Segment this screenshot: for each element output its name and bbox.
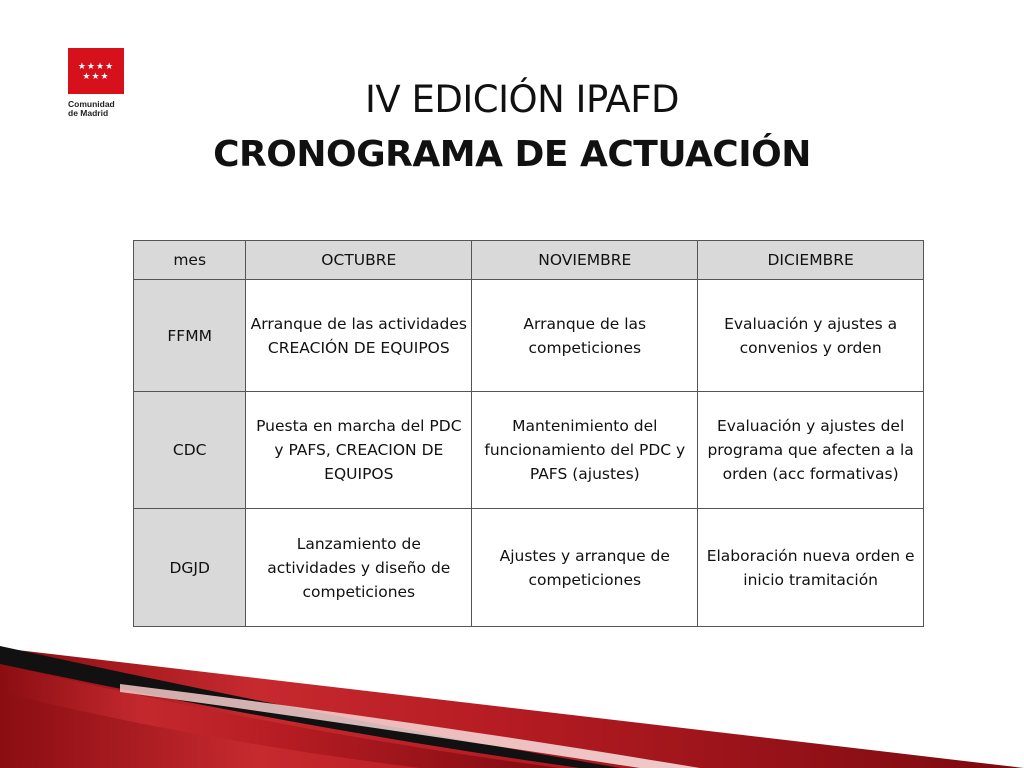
table-cell: Arranque de las actividades CREACIÓN DE EQUIPOS: [246, 280, 472, 392]
row-label-cdc: CDC: [134, 392, 246, 509]
row-label-ffmm: FFMM: [134, 280, 246, 392]
header-mes: mes: [134, 241, 246, 280]
decorative-wave: [0, 630, 1024, 768]
logo-stars: ★★★★ ★★★: [77, 61, 115, 81]
row-label-dgjd: DGJD: [134, 509, 246, 627]
schedule-table: [133, 240, 924, 627]
table-cell: Ajustes y arranque de competiciones: [472, 509, 698, 627]
logo-line1: Comunidad: [68, 99, 115, 109]
table-cell: Evaluación y ajustes a convenios y orden: [698, 280, 924, 392]
slide-title: IV EDICIÓN IPAFD: [364, 78, 679, 121]
table-row: [134, 280, 924, 392]
logo-line2: de Madrid: [68, 108, 109, 118]
slide-subtitle: CRONOGRAMA DE ACTUACIÓN: [213, 134, 811, 175]
table-cell: Arranque de las competiciones: [472, 280, 698, 392]
table-row: [134, 392, 924, 509]
table-row: [134, 509, 924, 627]
table-header-row: [134, 241, 924, 280]
table-cell: Puesta en marcha del PDC y PAFS, CREACION DE EQUIPOS: [246, 392, 472, 509]
header-noviembre: NOVIEMBRE: [472, 241, 698, 280]
table-cell: Evaluación y ajustes del programa que afecten a la orden (acc formativas): [698, 392, 924, 509]
header-octubre: OCTUBRE: [246, 241, 472, 280]
table-cell: Mantenimiento del funcionamiento del PDC y PAFS (ajustes): [472, 392, 698, 509]
table-cell: Elaboración nueva orden e inicio tramitación: [698, 509, 924, 627]
header-diciembre: DICIEMBRE: [698, 241, 924, 280]
table-cell: Lanzamiento de actividades y diseño de competiciones: [246, 509, 472, 627]
